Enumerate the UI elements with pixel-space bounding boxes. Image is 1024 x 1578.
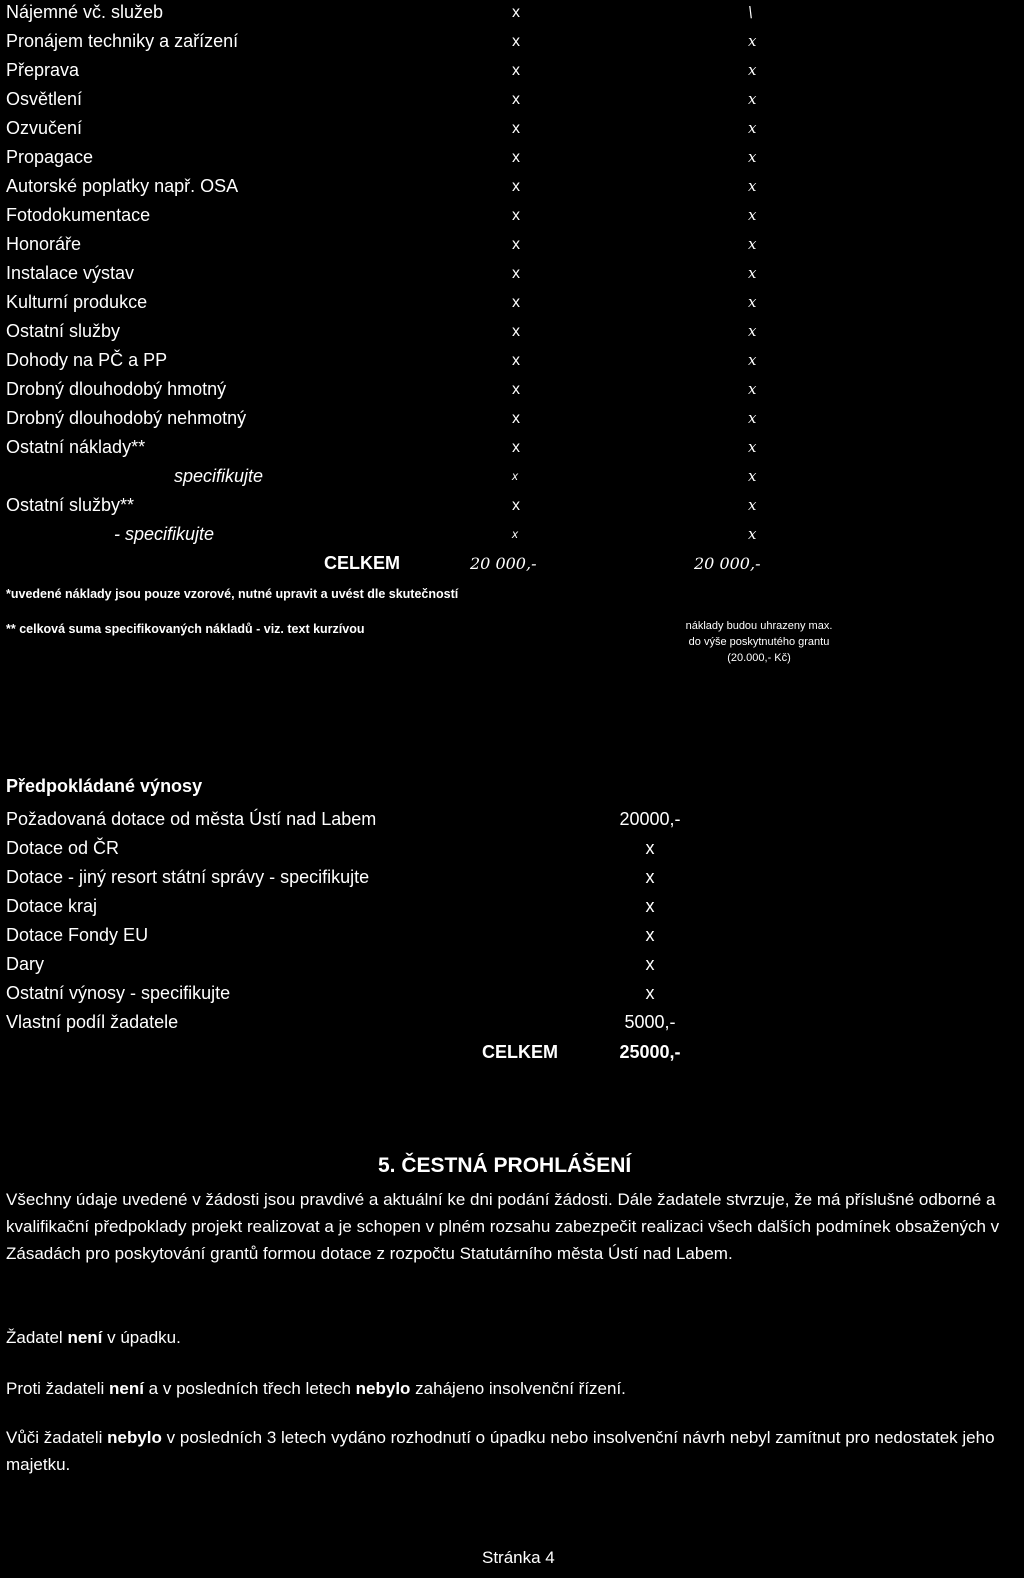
- cost-col1: x: [512, 469, 518, 483]
- cost-row: [0, 462, 1024, 491]
- income-row: [0, 979, 1024, 1008]
- cost-row: [0, 201, 1024, 230]
- cost-row: [0, 288, 1024, 317]
- cost-row: [0, 85, 1024, 114]
- cost-col2: x: [748, 525, 757, 543]
- cost-label: Přeprava: [6, 60, 80, 80]
- cost-col2: x: [748, 177, 757, 195]
- income-label: Vlastní podíl žadatele: [6, 1012, 179, 1032]
- cost-label: specifikujte: [174, 466, 264, 486]
- text-run: a v posledních třech letech: [143, 1379, 356, 1398]
- income-value: x: [645, 925, 655, 945]
- costs-note-1: *uvedené náklady jsou pouze vzorové, nutné upravit a uvést dle skutečností: [6, 587, 459, 601]
- cost-col2: \: [748, 3, 754, 21]
- income-value: x: [645, 867, 655, 887]
- cost-label: Pronájem techniky a zařízení: [6, 31, 239, 51]
- income-heading: Předpokládané výnosy: [6, 776, 203, 796]
- cost-row: [0, 143, 1024, 172]
- cost-col1: x: [512, 33, 520, 50]
- income-value: x: [645, 896, 655, 916]
- text-run: v úpadku.: [102, 1328, 181, 1347]
- costs-total-label: CELKEM: [324, 553, 400, 573]
- cost-col2: x: [748, 90, 757, 108]
- cost-label: Osvětlení: [6, 89, 83, 109]
- cost-col2: x: [748, 496, 757, 514]
- income-row: [0, 805, 1024, 834]
- cost-row: [0, 230, 1024, 259]
- cost-col1: x: [512, 120, 520, 137]
- income-row: [0, 863, 1024, 892]
- cost-col2: x: [748, 32, 757, 50]
- income-row: [0, 892, 1024, 921]
- income-label: Ostatní výnosy - specifikujte: [6, 983, 231, 1003]
- cost-row: [0, 259, 1024, 288]
- cost-col1: x: [512, 527, 518, 541]
- cost-row: [0, 27, 1024, 56]
- cost-label: Ozvučení: [6, 118, 83, 138]
- side-note-line: náklady budou uhrazeny max.: [685, 620, 833, 632]
- income-label: Požadovaná dotace od města Ústí nad Labem: [6, 809, 377, 829]
- income-row: [0, 834, 1024, 863]
- cost-label: Autorské poplatky např. OSA: [6, 176, 239, 196]
- cost-col1: x: [512, 265, 520, 282]
- income-value: 20000,-: [619, 809, 681, 829]
- income-row: [0, 1008, 1024, 1037]
- income-label: Dotace Fondy EU: [6, 925, 149, 945]
- cost-label: Drobný dlouhodobý nehmotný: [6, 408, 247, 428]
- income-label: Dary: [6, 954, 45, 974]
- cost-col2: x: [748, 235, 757, 253]
- declaration-paragraph-4: [6, 1424, 1016, 1478]
- cost-row: [0, 172, 1024, 201]
- cost-col2: x: [748, 264, 757, 282]
- income-row: [0, 950, 1024, 979]
- cost-col2: x: [748, 467, 757, 485]
- costs-total-col2: 20 000,-: [694, 554, 761, 573]
- cost-col1: x: [512, 323, 520, 340]
- cost-col1: x: [512, 207, 520, 224]
- side-note-line: do výše poskytnutého grantu: [688, 636, 830, 648]
- cost-col2: x: [748, 206, 757, 224]
- cost-label: Ostatní náklady**: [6, 437, 146, 457]
- income-label: Dotace - jiný resort státní správy - specifikujte: [6, 867, 370, 887]
- income-value: x: [645, 983, 655, 1003]
- cost-row: [0, 491, 1024, 520]
- cost-col1: x: [512, 439, 520, 456]
- income-value: 5000,-: [624, 1012, 676, 1032]
- text-run: Vůči žadateli: [6, 1428, 108, 1447]
- cost-row: [0, 375, 1024, 404]
- costs-note-2: ** celková suma specifikovaných nákladů - viz. text kurzívou: [6, 622, 365, 636]
- emphasis-text: nebylo: [107, 1428, 162, 1447]
- cost-col1: x: [512, 352, 520, 369]
- text-run: Proti žadateli: [6, 1379, 109, 1398]
- cost-label: Drobný dlouhodobý hmotný: [6, 379, 227, 399]
- declaration-paragraph-3: [6, 1375, 1016, 1402]
- cost-row: [0, 317, 1024, 346]
- cost-row: [0, 404, 1024, 433]
- cost-row: [0, 0, 1024, 27]
- cost-label: Dohody na PČ a PP: [6, 350, 168, 370]
- emphasis-text: není: [67, 1328, 103, 1347]
- emphasis-text: nebylo: [355, 1379, 411, 1398]
- cost-col2: x: [748, 61, 757, 79]
- cost-col2: x: [748, 293, 757, 311]
- declaration-paragraph-2: [6, 1324, 1016, 1351]
- cost-label: - specifikujte: [114, 524, 215, 544]
- income-value: x: [645, 954, 655, 974]
- income-value: x: [645, 838, 655, 858]
- cost-col1: x: [512, 149, 520, 166]
- page-number: Stránka 4: [482, 1548, 555, 1567]
- income-label: Dotace kraj: [6, 896, 98, 916]
- cost-label: Propagace: [6, 147, 94, 167]
- cost-label: Nájemné vč. služeb: [6, 2, 164, 22]
- cost-col2: x: [748, 438, 757, 456]
- cost-col1: x: [512, 381, 520, 398]
- cost-col2: x: [748, 119, 757, 137]
- cost-row: [0, 346, 1024, 375]
- emphasis-text: není: [109, 1379, 144, 1398]
- cost-col1: x: [512, 62, 520, 79]
- cost-label: Ostatní služby: [6, 321, 121, 341]
- text-run: zahájeno insolvenční řízení.: [410, 1379, 626, 1398]
- cost-row: [0, 56, 1024, 85]
- cost-col2: x: [748, 351, 757, 369]
- income-total-label: CELKEM: [482, 1042, 558, 1062]
- side-note-line: (20.000,- Kč): [727, 652, 791, 664]
- income-label: Dotace od ČR: [6, 838, 120, 858]
- cost-label: Instalace výstav: [6, 263, 135, 283]
- cost-col2: x: [748, 380, 757, 398]
- cost-col1: x: [512, 178, 520, 195]
- cost-row: [0, 114, 1024, 143]
- cost-label: Ostatní služby**: [6, 495, 135, 515]
- cost-row: [0, 433, 1024, 462]
- cost-col1: x: [512, 91, 520, 108]
- cost-label: Kulturní produkce: [6, 292, 148, 312]
- cost-col1: x: [512, 236, 520, 253]
- declaration-paragraph-1: Všechny údaje uvedené v žádosti jsou pravdivé a aktuální ke dni podání žádosti. Dále žadatele stvrzuje, že má příslušné odborné a kvalifikační předpoklady projekt realizovat a je schopen v plném rozsahu zabezpečit realizaci všech dalších podmínek obsažených v Zásadách pro poskytování grantů formou dotace z rozpočtu Statutárního města Ústí nad Labem.: [6, 1190, 1000, 1263]
- income-row: [0, 921, 1024, 950]
- cost-col1: x: [512, 294, 520, 311]
- income-total-value: 25000,-: [619, 1042, 681, 1062]
- text-run: Žadatel: [6, 1328, 68, 1347]
- cost-col1: x: [512, 410, 520, 427]
- cost-label: Honoráře: [6, 234, 82, 254]
- cost-col2: x: [748, 409, 757, 427]
- cost-col2: x: [748, 148, 757, 166]
- cost-col1: x: [512, 497, 520, 514]
- cost-col2: x: [748, 322, 757, 340]
- cost-label: Fotodokumentace: [6, 205, 151, 225]
- costs-side-note: [644, 618, 874, 666]
- declaration-heading: 5. ČESTNÁ PROHLÁŠENÍ: [378, 1154, 632, 1177]
- text-run: v posledních 3 letech vydáno rozhodnutí o úpadku nebo insolvenční návrh nebyl zamítnut pro nedostatek jeho majetku.: [6, 1428, 995, 1474]
- cost-row: [0, 520, 1024, 549]
- costs-total-col1: 20 000,-: [470, 554, 537, 573]
- cost-col1: x: [512, 4, 520, 21]
